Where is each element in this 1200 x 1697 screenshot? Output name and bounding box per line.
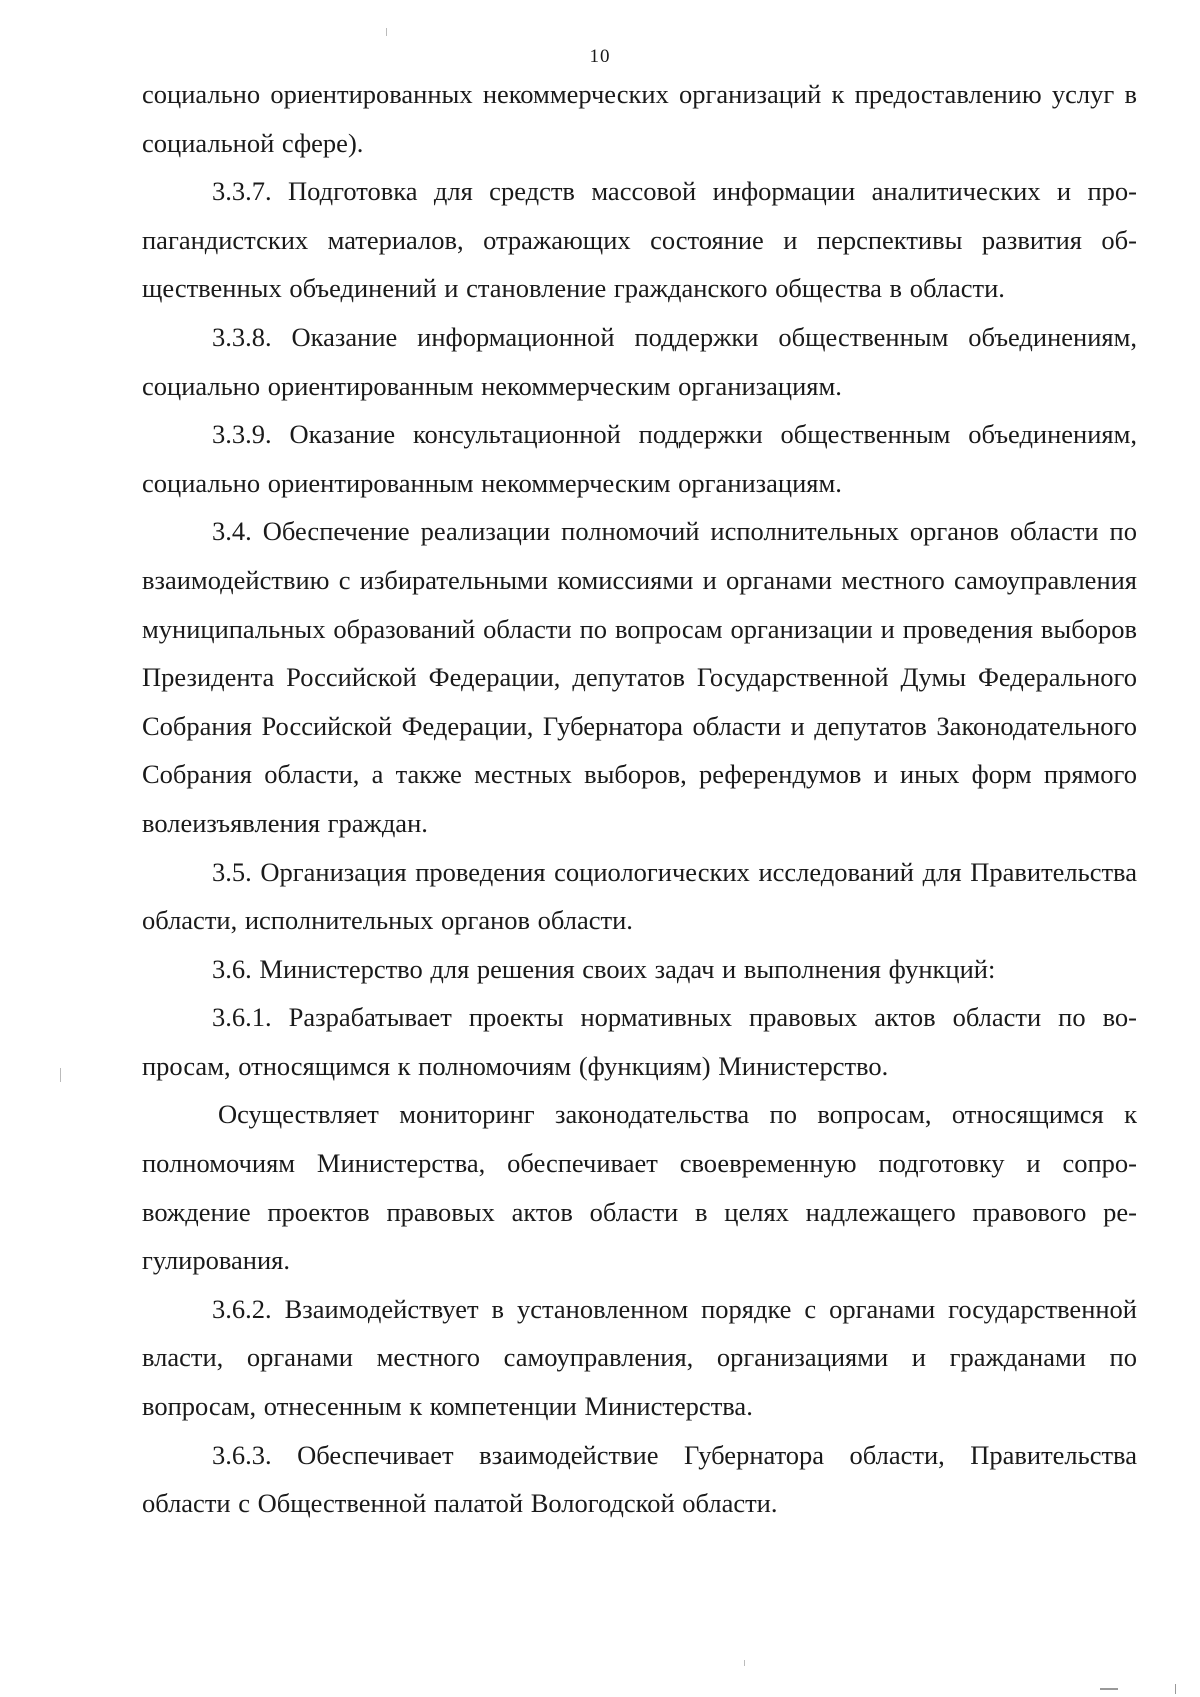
scan-mark [386,28,387,36]
scan-mark [1175,1684,1176,1694]
scan-mark [1100,1688,1118,1690]
paragraph-3-5: 3.5. Организация проведения социологических исследований для Правительства области, исполнительных органов области. [142,856,1137,936]
paragraph-3-6: 3.6. Министерство для решения своих задач и выполнения функций: [212,953,996,984]
paragraph-3-6-3: 3.6.3. Обеспечивает взаимодействие Губернатора области, Правительства области с Общественной палатой Вологодской области. [142,1439,1137,1519]
scan-mark [744,1660,745,1666]
paragraph-3-4: 3.4. Обеспечение реализации полномочий исполнительных органов области по взаимодействию с избирательными комиссиями и органами местного самоуправления муниципальных образований области по вопросам организации и проведения выборов Президента Российской Федерации, депутатов Государственной Думы Федерального Собрания Российской Федерации, Губернатора области и депутатов Законодательного Собрания области, а также местных выборов, референдумов и иных форм прямого волеизъявления граждан. [142,516,1137,838]
paragraph-3-3-8: 3.3.8. Оказание информационной поддержки общественным объединениям, социально ориентированным некоммерческим организациям. [142,321,1137,401]
document-body [142,70,1137,1528]
paragraph-continuation: социально ориентированных некоммерческих организаций к предоставлению услуг в социальной сфере). [142,79,1137,158]
paragraph-3-6-2: 3.6.2. Взаимодействует в установленном порядке с органами государственной власти, органами местного самоуправления, организациями и гражданами по вопросам, отнесенным к компетенции Министерства. [142,1293,1137,1422]
page-number: 10 [589,46,611,67]
paragraph-3-3-7: 3.3.7. Подготовка для средств массовой информации аналитических и пропагандистских материалов, отражающих состояние и перспективы развития общественных объединений и становление гражданского общества в области. [142,176,1137,304]
paragraph-3-3-9: 3.3.9. Оказание консультационной поддержки общественным объединениям, социально ориентированным некоммерческим организациям. [142,419,1137,498]
scan-mark [60,1068,61,1082]
paragraph-monitoring: Осуществляет мониторинг законодательства по вопросам, относящимся к полномочиям Министерства, обеспечивает своевременную подготовку и сопровождение проектов правовых актов области в целях надлежащего правового регулирования. [142,1099,1137,1276]
paragraph-3-6-1: 3.6.1. Разрабатывает проекты нормативных правовых актов области по вопросам, относящимся к полномочиям (функциям) Министерство. [142,1002,1137,1081]
